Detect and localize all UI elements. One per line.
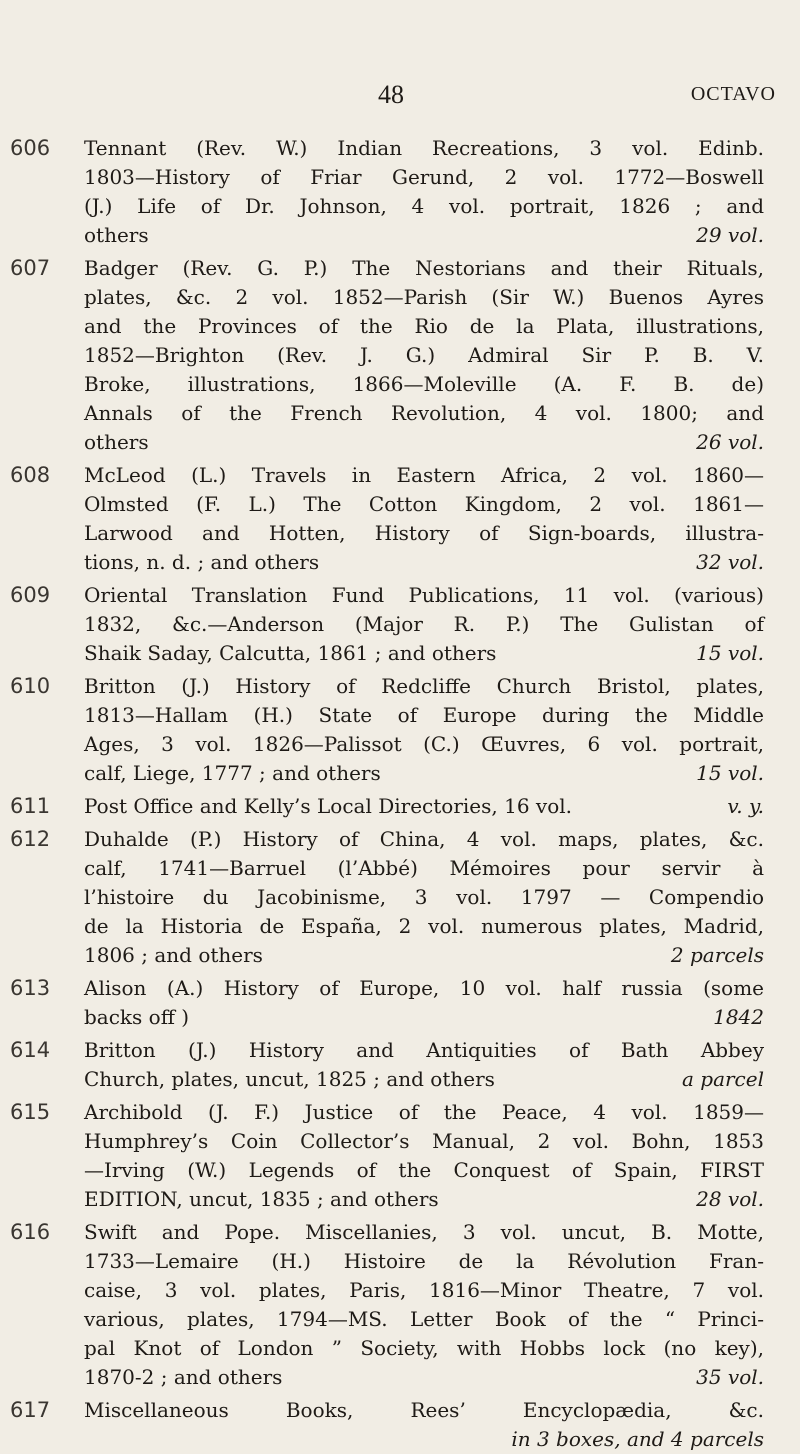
lot-quantity: 28 vol. (696, 1187, 764, 1211)
lot-last-text: others (84, 430, 149, 454)
lot-line: (J.) Life of Dr. Johnson, 4 vol. portrait, 1826 ; and (84, 194, 764, 218)
lot-entry (0, 792, 800, 821)
lot-quantity: 15 vol. (696, 641, 764, 665)
lot-last-text: 1806 ; and others (84, 943, 263, 967)
lot-line: Archibold (J. F.) Justice of the Peace, 4 vol. 1859— (84, 1100, 764, 1124)
lot-description (84, 825, 764, 970)
lot-number: 611 (10, 794, 51, 818)
lot-entry (0, 134, 800, 250)
lot-description (84, 1036, 764, 1094)
lot-quantity: in 3 boxes, and 4 parcels (511, 1427, 764, 1451)
lot-number: 613 (10, 976, 51, 1000)
lot-last-text: Church, plates, uncut, 1825 ; and others (84, 1067, 495, 1091)
lot-last-line (84, 428, 764, 457)
lot-quantity: 32 vol. (696, 550, 764, 574)
lot-line: and the Provinces of the Rio de la Plata, illustrations, (84, 314, 764, 338)
lot-last-line (84, 759, 764, 788)
lot-number: 609 (10, 583, 51, 607)
lot-quantity: 2 parcels (670, 943, 764, 967)
lot-number: 614 (10, 1038, 51, 1062)
lot-line: caise, 3 vol. plates, Paris, 1816—Minor Theatre, 7 vol. (84, 1278, 764, 1302)
lot-description (84, 672, 764, 788)
lot-line: Duhalde (P.) History of China, 4 vol. maps, plates, &c. (84, 827, 764, 851)
lot-quantity: v. y. (727, 794, 764, 818)
lot-line: 1733—Lemaire (H.) Histoire de la Révolution Fran- (84, 1249, 764, 1273)
lot-line: 1832, &c.—Anderson (Major R. P.) The Gulistan of (84, 612, 764, 636)
lot-last-text: Post Office and Kelly’s Local Directories, 16 vol. (84, 794, 572, 818)
lot-description (84, 1218, 764, 1392)
lot-description (84, 461, 764, 577)
lot-entry (0, 672, 800, 788)
lot-line: 1803—History of Friar Gerund, 2 vol. 1772—Boswell (84, 165, 764, 189)
lot-last-line (84, 639, 764, 668)
lot-last-text: 1870-2 ; and others (84, 1365, 283, 1389)
lot-description (84, 1396, 764, 1451)
lot-description (84, 254, 764, 457)
lot-last-text: Shaik Saday, Calcutta, 1861 ; and others (84, 641, 497, 665)
lot-last-line (84, 941, 764, 970)
lot-number: 615 (10, 1100, 51, 1124)
lot-quantity: 15 vol. (696, 761, 764, 785)
lot-entry (0, 1098, 800, 1214)
lot-last-line (84, 1065, 764, 1094)
lot-quantity: 35 vol. (696, 1365, 764, 1389)
lot-line: l’histoire du Jacobinisme, 3 vol. 1797 — Compendio (84, 885, 764, 909)
lot-entry (0, 581, 800, 668)
lot-line: Badger (Rev. G. P.) The Nestorians and their Rituals, (84, 256, 764, 280)
lot-description (84, 581, 764, 668)
lot-entry (0, 1396, 800, 1451)
lot-line: Alison (A.) History of Europe, 10 vol. half russia (some (84, 976, 764, 1000)
lot-last-line (84, 792, 764, 821)
lot-entry (0, 1218, 800, 1392)
lot-entry (0, 825, 800, 970)
lot-line: Olmsted (F. L.) The Cotton Kingdom, 2 vol. 1861— (84, 492, 764, 516)
lot-quantity: 26 vol. (696, 430, 764, 454)
lot-line: de la Historia de España, 2 vol. numerous plates, Madrid, (84, 914, 764, 938)
lot-description (84, 1098, 764, 1214)
lot-line: pal Knot of London ” Society, with Hobbs lock (no key), (84, 1336, 764, 1360)
lot-description (84, 974, 764, 1032)
page-header (0, 80, 800, 110)
lot-line: Britton (J.) History and Antiquities of Bath Abbey (84, 1038, 764, 1062)
lot-line: McLeod (L.) Travels in Eastern Africa, 2 vol. 1860— (84, 463, 764, 487)
running-title: OCTAVO (690, 83, 776, 105)
lot-description (84, 134, 764, 250)
lot-number: 607 (10, 256, 51, 280)
lot-quantity: 29 vol. (696, 223, 764, 247)
lot-number: 612 (10, 827, 51, 851)
lot-last-line (84, 1003, 764, 1032)
lot-line: Annals of the French Revolution, 4 vol. 1800; and (84, 401, 764, 425)
lot-entry (0, 974, 800, 1032)
lot-line: various, plates, 1794—MS. Letter Book of the “ Princi- (84, 1307, 764, 1331)
lot-line: Broke, illustrations, 1866—Moleville (A. F. B. de) (84, 372, 764, 396)
lot-last-text: calf, Liege, 1777 ; and others (84, 761, 381, 785)
lot-line: calf, 1741—Barruel (l’Abbé) Mémoires pour servir à (84, 856, 764, 880)
lot-number: 617 (10, 1398, 51, 1422)
lot-entry (0, 461, 800, 577)
lot-line: Larwood and Hotten, History of Sign-boards, illustra- (84, 521, 764, 545)
lot-line: 1813—Hallam (H.) State of Europe during the Middle (84, 703, 764, 727)
lot-last-text: backs off ) (84, 1005, 190, 1029)
lot-line: Britton (J.) History of Redcliffe Church Bristol, plates, (84, 674, 764, 698)
lot-number: 616 (10, 1220, 51, 1244)
lot-number: 608 (10, 463, 51, 487)
page-number: 48 (378, 80, 404, 109)
lot-line: Tennant (Rev. W.) Indian Recreations, 3 vol. Edinb. (84, 136, 764, 160)
lot-entry (0, 1036, 800, 1094)
lot-last-line (84, 221, 764, 250)
lot-list (0, 134, 800, 1454)
lot-line: Ages, 3 vol. 1826—Palissot (C.) Œuvres, 6 vol. portrait, (84, 732, 764, 756)
lot-number: 610 (10, 674, 51, 698)
lot-line: Humphrey’s Coin Collector’s Manual, 2 vol. Bohn, 1853 (84, 1129, 764, 1153)
lot-line: Oriental Translation Fund Publications, 11 vol. (various) (84, 583, 764, 607)
lot-line: 1852—Brighton (Rev. J. G.) Admiral Sir P. B. V. (84, 343, 764, 367)
lot-last-line (84, 1185, 764, 1214)
lot-line: Miscellaneous Books, Rees’ Encyclopædia, &c. (84, 1398, 764, 1422)
lot-quantity: 1842 (713, 1005, 764, 1029)
lot-line: Swift and Pope. Miscellanies, 3 vol. uncut, B. Motte, (84, 1220, 764, 1244)
lot-line: —Irving (W.) Legends of the Conquest of Spain, FIRST (84, 1158, 764, 1182)
lot-last-text: EDITION, uncut, 1835 ; and others (84, 1187, 439, 1211)
lot-last-text: others (84, 223, 149, 247)
lot-description (84, 792, 764, 821)
lot-quantity: a parcel (681, 1067, 764, 1091)
lot-entry (0, 254, 800, 457)
lot-last-line (84, 548, 764, 577)
lot-last-line (84, 1363, 764, 1392)
lot-line: plates, &c. 2 vol. 1852—Parish (Sir W.) Buenos Ayres (84, 285, 764, 309)
lot-number: 606 (10, 136, 51, 160)
lot-last-text: tions, n. d. ; and others (84, 550, 320, 574)
